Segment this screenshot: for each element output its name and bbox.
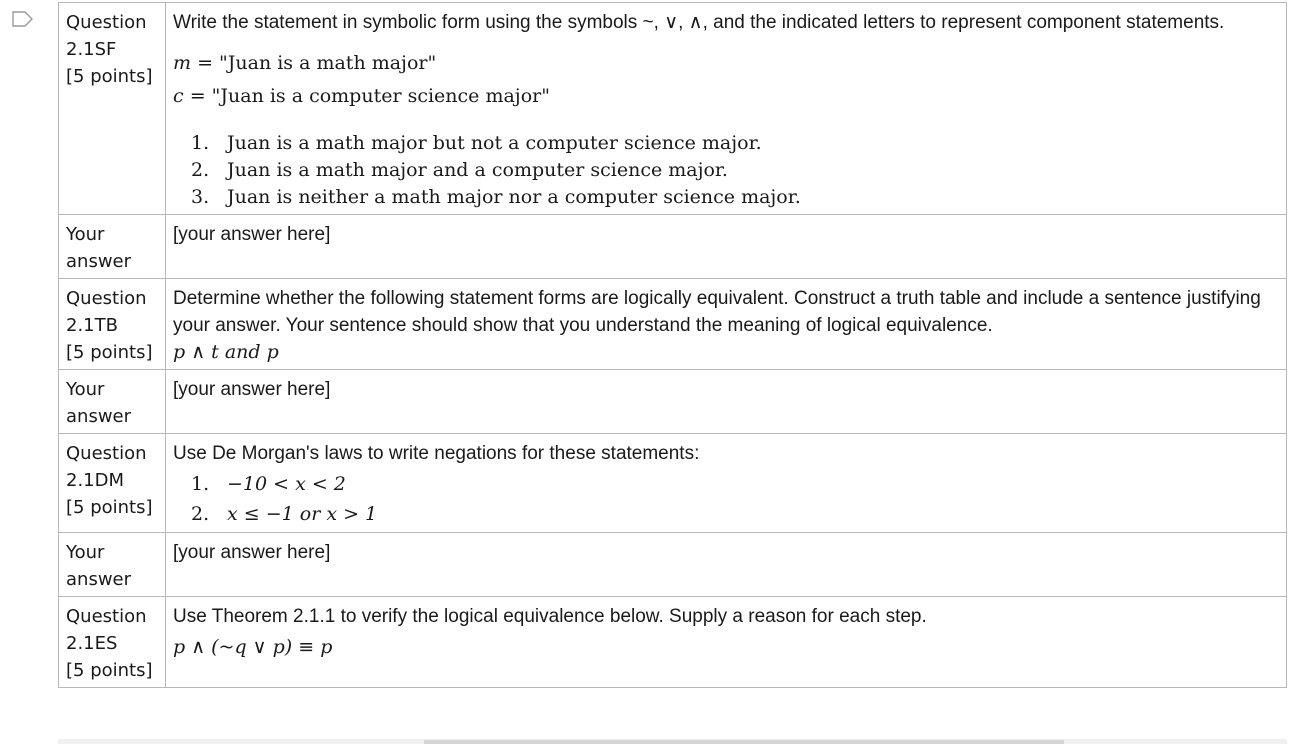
question-row-2-1tb <box>59 279 1287 370</box>
definition-m: m = "Juan is a math major" <box>173 52 437 74</box>
answer-label: Your answer <box>59 370 166 434</box>
question-label: Question 2.1TB [5 points] <box>59 279 166 370</box>
list-item: 2. Juan is a math major and a computer science major. <box>191 159 728 181</box>
question-intro: Write the statement in symbolic form using the symbols ~, ∨, ∧, and the indicated letters to represent component statements. <box>173 12 1225 33</box>
question-text: Determine whether the following statement forms are logically equivalent. Construct a truth table and include a sentence justifying your answer. Your sentence should show that you understand the meaning of logical equivalence. <box>173 288 1261 336</box>
statement-list <box>173 130 1280 211</box>
statement-list <box>173 469 1280 529</box>
question-body <box>166 3 1287 215</box>
question-label: Question 2.1SF [5 points] <box>59 3 166 215</box>
question-formula: p ∧ t and p <box>173 341 279 363</box>
question-body <box>166 434 1287 533</box>
question-text: Use De Morgan's laws to write negations for these statements: <box>173 443 700 464</box>
question-row-2-1es <box>59 597 1287 688</box>
question-label: Question 2.1ES [5 points] <box>59 597 166 688</box>
list-item: 2. x ≤ −1 or x > 1 <box>191 503 378 525</box>
question-text: Use Theorem 2.1.1 to verify the logical equivalence below. Supply a reason for each step. <box>173 606 927 627</box>
list-item: 1. Juan is a math major but not a computer science major. <box>191 132 762 154</box>
answer-label: Your answer <box>59 533 166 597</box>
answer-label: Your answer <box>59 215 166 279</box>
question-row-2-1sf <box>59 3 1287 215</box>
list-item: 1. −10 < x < 2 <box>191 473 346 495</box>
question-label: Question 2.1DM [5 points] <box>59 434 166 533</box>
answer-field[interactable]: [your answer here] <box>166 215 1287 279</box>
scrollbar-thumb[interactable] <box>424 740 1064 744</box>
definition-c: c = "Juan is a computer science major" <box>173 85 550 107</box>
answer-row <box>59 215 1287 279</box>
list-item: 3. Juan is neither a math major nor a computer science major. <box>191 186 801 208</box>
answer-row <box>59 533 1287 597</box>
answer-field[interactable]: [your answer here] <box>166 533 1287 597</box>
answer-row <box>59 370 1287 434</box>
question-row-2-1dm <box>59 434 1287 533</box>
question-body <box>166 279 1287 370</box>
questions-table <box>58 2 1287 688</box>
cell-marker-icon[interactable] <box>12 11 34 27</box>
answer-field[interactable]: [your answer here] <box>166 370 1287 434</box>
question-formula: p ∧ (~q ∨ p) ≡ p <box>173 636 333 658</box>
question-body <box>166 597 1287 688</box>
